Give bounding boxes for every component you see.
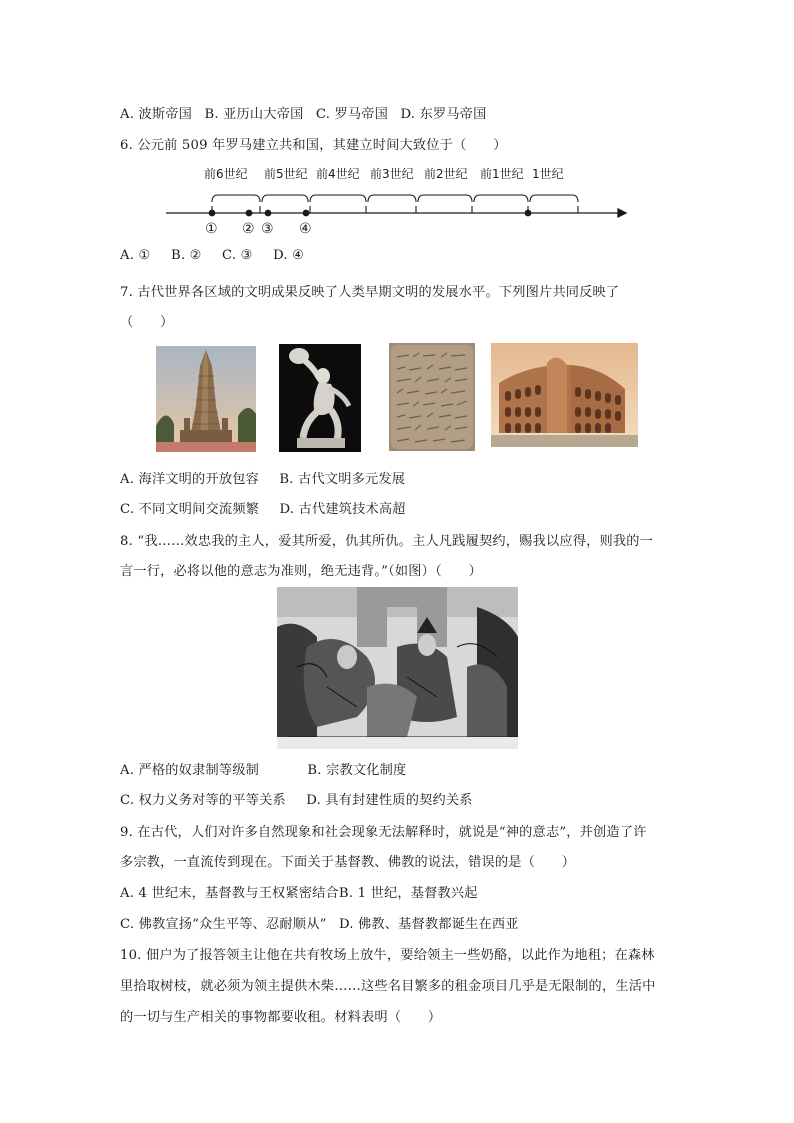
q7-option-a[interactable]: A. 海洋文明的开放包容 <box>120 472 259 487</box>
q8-option-a[interactable]: A. 严格的奴隶制等级制 <box>120 763 259 778</box>
q8-stem-line2: 言一行，必将以他的意志为准则，绝无违背。”（如图）（ ） <box>120 564 482 579</box>
q7-stem-line1: 7. 古代世界各区域的文明成果反映了人类早期文明的发展水平。下列图片共同反映了 <box>120 285 620 300</box>
century-label: 1世纪 <box>532 167 564 181</box>
q9-options-row1 <box>120 882 478 901</box>
q5-option-c[interactable]: C. 罗马帝国 <box>315 107 389 122</box>
cuneiform-tablet-photo <box>389 343 475 451</box>
q8-stem-line1: 8. “我……效忠我的主人，爱其所爱，仇其所仇。主人凡践履契约，赐我以应得，则我的一 <box>120 534 654 549</box>
q7-options-row1 <box>120 468 405 487</box>
q9-stem-line1: 9. 在古代，人们对许多自然现象和社会现象无法解释时，就说是“神的意志”，并创造了许 <box>120 825 647 840</box>
q5-option-d[interactable]: D. 东罗马帝国 <box>400 107 487 122</box>
q5-option-b[interactable]: B. 亚历山大帝国 <box>204 107 304 122</box>
marker-4: ④ <box>299 221 312 237</box>
colosseum-photo <box>491 343 638 447</box>
q10-stem-line3: 的一切与生产相关的事物都要收租。材料表明（ ） <box>120 1010 442 1025</box>
century-braces <box>212 195 578 202</box>
q8-options-row1 <box>120 759 406 778</box>
q10-stem-line1: 10. 佃户为了报答领主让他在共有牧场上放牛，要给领主一些奶酪，以此作为地租；在森林 <box>120 948 655 963</box>
q9-options-row2 <box>120 913 519 932</box>
marker-2: ② <box>242 221 255 237</box>
marker-1: ① <box>205 221 218 237</box>
axis-line <box>166 209 626 217</box>
q9-option-d[interactable]: D. 佛教、基督教都诞生在西亚 <box>338 917 519 932</box>
discobolus-photo <box>279 344 361 452</box>
q6-option-c[interactable]: C. ③ <box>222 248 253 263</box>
q9-option-a[interactable]: A. 4 世纪末，基督教与王权紧密结合 <box>120 886 339 901</box>
temple-photo <box>156 346 256 452</box>
q5-options <box>120 103 486 122</box>
marker-3: ③ <box>261 221 274 237</box>
q9-option-c[interactable]: C. 佛教宣扬“众生平等、忍耐顺从” <box>120 917 327 932</box>
century-label: 前6世纪 <box>204 167 248 181</box>
q7-options-row2 <box>120 498 406 517</box>
q8-option-c[interactable]: C. 权力义务对等的平等关系 <box>120 793 286 808</box>
century-label: 前3世纪 <box>370 167 414 181</box>
q7-option-d[interactable]: D. 古代建筑技术高超 <box>279 502 406 517</box>
q8-options-row2 <box>120 789 473 808</box>
century-label: 前4世纪 <box>316 167 360 181</box>
q6-timeline <box>160 162 640 242</box>
q5-option-a[interactable]: A. 波斯帝国 <box>120 107 193 122</box>
q10-stem-line2: 里拾取树枝，就必须为领主提供木柴……这些名目繁多的租金项目几乎是无限制的，生活中 <box>120 979 656 994</box>
q9-option-b[interactable]: B. 1 世纪，基督教兴起 <box>338 886 478 901</box>
q6-stem: 6. 公元前 509 年罗马建立共和国，其建立时间大致位于（ ） <box>120 138 507 153</box>
century-label: 前2世纪 <box>424 167 468 181</box>
q7-option-c[interactable]: C. 不同文明间交流频繁 <box>120 502 260 517</box>
q7-option-b[interactable]: B. 古代文明多元发展 <box>279 472 406 487</box>
q6-option-a[interactable]: A. ① <box>120 248 151 263</box>
q8-option-d[interactable]: D. 具有封建性质的契约关系 <box>306 793 473 808</box>
homage-ceremony-illustration <box>277 587 518 749</box>
q6-options <box>120 248 304 263</box>
century-label: 前1世纪 <box>480 167 524 181</box>
q8-option-b[interactable]: B. 宗教文化制度 <box>307 763 407 778</box>
q7-stem-line2: （ ） <box>120 315 174 330</box>
q6-option-d[interactable]: D. ④ <box>273 248 305 263</box>
q9-stem-line2: 多宗教，一直流传到现在。下面关于基督教、佛教的说法，错误的是（ ） <box>120 855 576 870</box>
century-label: 前5世纪 <box>264 167 308 181</box>
q6-option-b[interactable]: B. ② <box>170 248 202 263</box>
